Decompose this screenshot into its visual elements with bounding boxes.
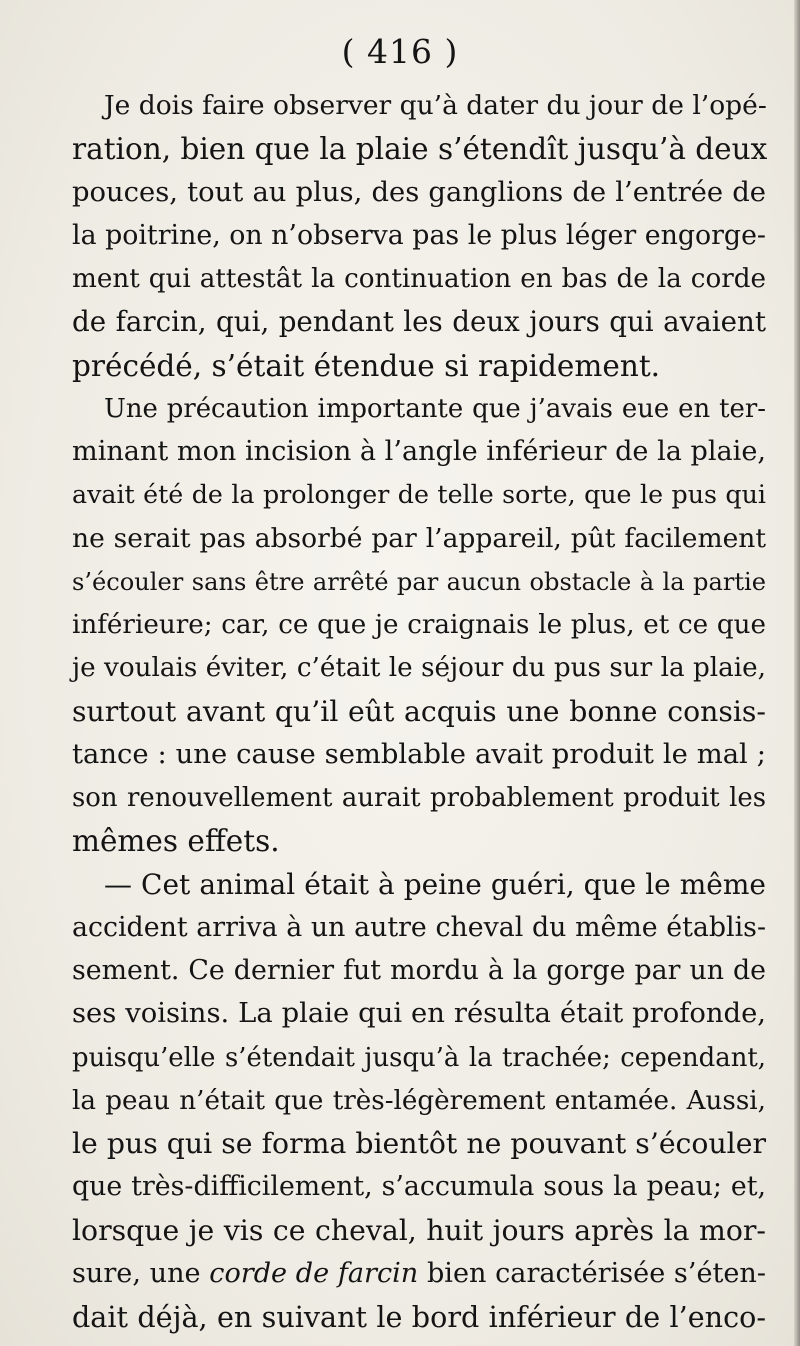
text-line: minant mon incision à l’angle inférieur de la plaie, [72, 436, 766, 467]
page-number: ( 416 ) [341, 32, 459, 71]
text-line: s’écouler sans être arrêté par aucun obstacle à la partie [72, 567, 766, 596]
text-line: sement. Ce dernier fut mordu à la gorge par un de [72, 955, 766, 986]
text-line: surtout avant qu’il eût acquis une bonne consis- [72, 694, 766, 728]
text-line: tance : une cause semblable avait produit le mal ; [72, 738, 766, 770]
page-edge [794, 0, 800, 1346]
text-line: la peau n’était que très-légèrement entamée. Aussi, [72, 1085, 766, 1116]
text-line: de farcin, qui, pendant les deux jours qui avaient [72, 305, 766, 339]
text-line: pouces, tout au plus, des ganglions de l’entrée de [72, 176, 766, 208]
text-line: la poitrine, on n’observa pas le plus léger engorge- [72, 219, 766, 251]
text-line: son renouvellement aurait probablement produit les [72, 783, 766, 813]
text-line: puisqu’elle s’étendait jusqu’à la trachée; cependant, [72, 1042, 766, 1073]
text-line: sure, une corde de farcin bien caractérisée s’éten- [72, 1257, 767, 1289]
text-line: ration, bien que la plaie s’étendît jusqu’à deux [72, 132, 768, 167]
text-line: inférieure; car, ce que je craignais le plus, et ce que [72, 610, 766, 640]
text-line: ses voisins. La plaie qui en résulta était profonde, [72, 998, 766, 1030]
text-line: mêmes effets. [72, 824, 280, 859]
text-line: ment qui attestât la continuation en bas de la corde [72, 264, 766, 294]
text-line: accident arriva à un autre cheval du même établis- [72, 911, 766, 943]
text-line: précédé, s’était étendue si rapidement. [72, 348, 661, 383]
text-line: le pus qui se forma bientôt ne pouvant s’écouler [72, 1127, 766, 1160]
text-line: — Cet animal était à peine guéri, que le même [104, 867, 766, 901]
text-line: je voulais éviter, c’était le séjour du pus sur la plaie, [72, 653, 766, 684]
text-line: ne serait pas absorbé par l’appareil, pût facilement [72, 522, 766, 554]
text-line: dait déjà, en suivant le bord inférieur de l’enco- [72, 1300, 766, 1334]
text-line: Je dois faire observer qu’à dater du jour de l’opé- [104, 90, 767, 121]
text-line: Une précaution importante que j’avais eue en ter- [104, 393, 766, 424]
text-line: que très-difficilement, s’accumula sous la peau; et, [72, 1171, 766, 1203]
text-line: avait été de la prolonger de telle sorte, que le pus qui [72, 480, 766, 510]
text-line: lorsque je vis ce cheval, huit jours après la mor- [72, 1213, 766, 1247]
